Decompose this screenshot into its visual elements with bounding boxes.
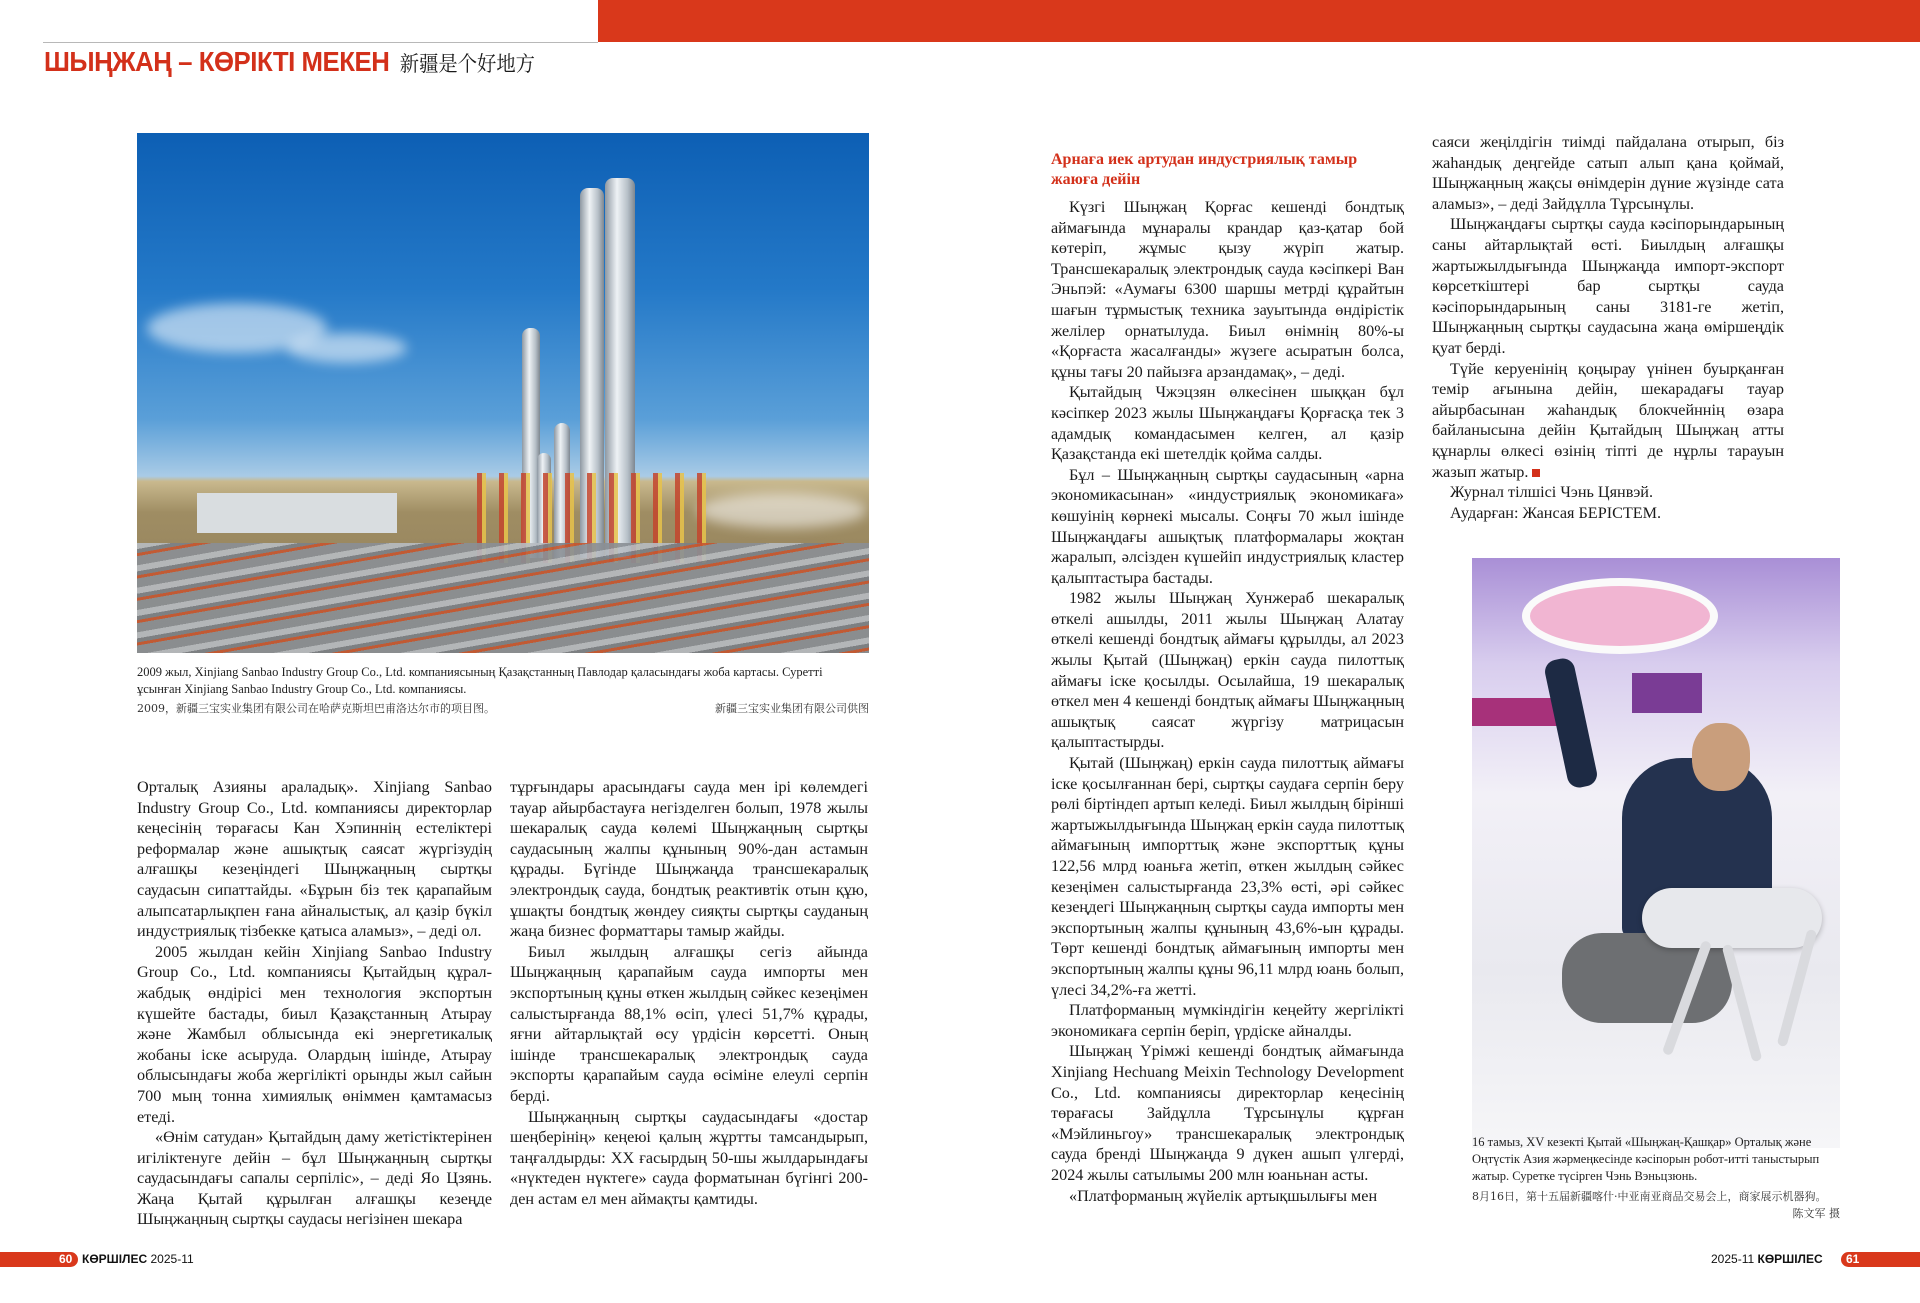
paragraph: Бұл – Шыңжаңның сыртқы саудасының «арна экономикасынан» «индустриялық экономикаға» көшуінің көрнекі мысалы. Соңғы 70 жыл ішінде Шыңжаңдағы ашықтық платформалары жоқтан жаралып, әлсізден күшейіп индустриялық кластер қалыптастыра бастады. [1051,465,1404,587]
paragraph-text: Түйе керуенінің қоңырау үнінен буырқанған темір ағынына дейін, шекарадағы тауар айырбасынан жаһандық блокчейннің өзара байланысына дейін Қытайдың Шыңжаң атты құнарлы өлкесі өзінің тіпті де нұрлы тарауын жазып жатыр. [1432,359,1784,481]
paragraph: Орталық Азияны араладық». Xinjiang Sanbao Industry Group Co., Ltd. компаниясы директорлар кеңесінің төрағасы Кан Хэпиннің естеліктері реформалар және ашықтық саясат жүргізудің алғашқы кезеңіндегі Шыңжаңның сыртқы саудасын сипаттайды. «Бұрын біз тек қарапайым алыпсатарлықпен ғана айналыстық, ал қазір бүкіл индустриялық тізбекке қатыса аламыз», – деді ол. [137,778,492,941]
caption-zh: 2009，新疆三宝实业集团有限公司在哈萨克斯坦巴甫洛达尔市的项目图。 [137,702,495,715]
paragraph: Биыл жылдың алғашқы сегіз айында Шыңжаңның қарапайым сауда импорты мен экспортының құны өткен жылдың сәйкес кезеңімен салыстырғанда 88,1% өсіп, үлесі 51,7% құрады, яғни айтарлықтай өсу үрдісін көрсетті. Оның ішінде трансшекаралық электрондық сауда экспорты қарапайым сауда өсіміне елеулі серпін берді. [510,942,868,1105]
cloud-shape [697,493,867,528]
page-number-left: 60 [59,1252,73,1266]
paragraph: Қытайдың Чжэцзян өлкесінен шыққан бұл кәсіпкер 2023 жылы Шыңжаңдағы Қорғасқа тек 3 адамдық командасымен келген, ал қазір Қазақстанда екі шетелдік қойма салды. [1051,383,1404,464]
photo-credit-zh: 新疆三宝实业集团有限公司供图 [715,702,869,715]
page-number-right: 61 [1846,1252,1860,1266]
paragraph: Платформаның мүмкіндігін кеңейту жергілікті экономикаға серпін беріп, үрдіске айналды. [1051,1001,1404,1040]
paragraph: Күзгі Шыңжаң Қорғас кешенді бондтық аймағында мұнаралы крандар қаз-қатар бой көтеріп, жұмыс қызу жүріп жатыр. Трансшекаралық электрондық сауда кәсіпкері Ван Эньпэй: «Аумағы 6300 шаршы метрді құрайтын шағын тұрмыстық техника зауытында өндірістік желілер орнатылуда. Биыл өнімнің 80%-ы «Қорғаста жасалғанды» жүзеге асыратын болса, құны тағы 20 пайызға арзандамақ», – деді. [1051,198,1404,381]
article-column-3 [1051,197,1404,1206]
buildings-shape [197,493,397,533]
caption-kk: 16 тамыз, XV кезекті Қытай «Шыңжаң-Қашқар» Орталық және Оңтүстік Азия жәрмеңкесінде кәсіпорын робот-итті таныстырып жатыр. Суретке түсірген Чэнь Вэньцзюнь. [1472,1135,1820,1183]
article-column-1 [137,777,492,1230]
robot-dog-shape [1642,888,1822,948]
booth-sign-shape [1472,698,1562,726]
photo-caption-expo [1472,1134,1840,1222]
cloud-shape [287,333,407,363]
footer-right [1711,1251,1823,1268]
magazine-name: КӨРШІЛЕС [82,1252,148,1266]
pipelines-shape [137,543,869,653]
photo-expo-robot-dog [1472,558,1840,1148]
photo-credit-zh: 陈文军 摄 [1792,1207,1840,1220]
photo-caption-refinery [137,664,869,717]
paragraph: Қытай (Шыңжаң) еркін сауда пилоттық аймағы іске қосылғаннан бері, сыртқы саудаға серпін беру рөлі біртіндеп артып келеді. Биыл жылдың бірінші жартыжылдығында Шыңжаң еркін сауда пилоттық аймағының импорттық және экспорттық құны 122,56 млрд юаньға жетіп, өткен жылдың сәйкес кезеңімен салыстырғанда 23,3% өсті, әрі сәйкес кезеңдегі Шыңжаңның сыртқы сауда импорты мен экспортының жалпы құнының 43,6%-ын құрады. Төрт кешенді бондтық аймағының импорты мен экспортының жалпы құны 96,11 млрд юань болып, үлесі 34,2%-ға жетті. [1051,754,1404,999]
ceiling-decoration-shape [1522,578,1718,654]
section-title-zh: 新疆是个好地方 [399,53,536,76]
paragraph: Шыңжаңның сыртқы саудасындағы «достар шеңберінің» кеңеюі қалың жұртты тамсандырып, таңғалдырды: XX ғасырдың 50-шы жылдарындағы «нүктеден нүктеге» сауда форматынан бүгінгі 200-ден астам ел мен аймақты қамтиды. [510,1107,868,1208]
byline-translator: Аударған: Жансая БЕРІСТЕМ. [1450,503,1662,522]
header-accent-bar [598,0,1920,42]
article-column-2 [510,777,868,1209]
issue-number: 2025-11 [1711,1252,1755,1266]
byline-reporter: Журнал тілшісі Чэнь Цянвэй. [1450,483,1654,502]
paragraph: «Платформаның жүйелік артықшылығы мен [1069,1186,1378,1205]
photo-refinery [137,133,869,653]
footer-left [82,1251,194,1268]
section-header [44,46,535,78]
header-rule [43,42,598,43]
end-mark-icon [1532,469,1540,477]
paragraph: Шыңжаң Үрімжі кешенді бондтық аймағында Xinjiang Hechuang Meixin Technology Development Co., Ltd. компаниясы директорлар кеңесінің төрағасы Зайдұлла Тұрсынұлы құрған «Мэйлиньгоу» трансшекаралық электрондық сауда бренді Шыңжаңда 9 дүкен ашып үлгерді, 2024 жылы сатылымы 200 млн юаньнан асты. [1051,1042,1404,1184]
issue-number: 2025-11 [150,1252,194,1266]
section-title: ШЫҢЖАҢ – КӨРІКТІ МЕКЕН [44,46,390,77]
caption-kk: 2009 жыл, Xinjiang Sanbao Industry Group Co., Ltd. компаниясының Қазақстанның Павлодар қаласындағы жоба картасы. Суретті ұсынған Xinjiang Sanbao Industry Group Co., Ltd. компаниясы. [137,665,823,696]
person-head-shape [1692,723,1750,791]
paragraph: тұрғындары арасындағы сауда мен ірі көлемдегі тауар айырбастауға негізделген болып, 1978 жылы шекаралық сауда көлемі Шыңжаңның сыртқы саудасының жалпы құнының 90%-дан астамын құрады. Бүгінде Шыңжаңда трансшекаралық электрондық сауда, бондтық реактивтік отын құю, ұшақты бондтық жөндеу сияқты сыртқы сауданың жаңа бизнес форматтары тамыр жайды. [510,778,868,941]
paragraph: саяси жеңілдігін тиімді пайдалана отырып, біз жаһандық деңгейде сатып алып қана қоймай, Шыңжаңның жақсы өнімдерін дүние жүзінде сата аламыз», – деді Зайдұлла Тұрсынұлы. [1432,133,1784,213]
paragraph: 1982 жылы Шыңжаң Хунжераб шекаралық өткелі ашылды, 2011 жылы Шыңжаң Алатау өткелі кешенді бондтық аймағы құрылды, ал 2023 жылы Қытай (Шыңжаң) еркін сауда пилоттық аймағы іске қосылды. Осылайша, 19 шекаралық өткел мен 4 кешенді бондтық аймағы Шыңжаңның ашықтық саясат жүргізу матрицасын қалыптастырды. [1051,589,1404,752]
robot-leg-shape [1722,944,1763,1062]
paragraph: «Өнім сатудан» Қытайдың даму жетістіктерінен игіліктенуге дейін – бұл Шыңжаңның сыртқы саудасындағы сапалы серпіліс», – деді Яо Цзянь. Жаңа Қытай құрылған алғашқы кезеңде Шыңжаңның сыртқы саудасы негізінен шекара [137,1128,492,1229]
magazine-name: КӨРШІЛЕС [1757,1252,1823,1266]
paragraph: Шыңжаңдағы сыртқы сауда кәсіпорындарының саны айтарлықтай өсті. Биылдың алғашқы жартыжылдығында Шыңжаңда импорт-экспорт көрсеткіштері бар сыртқы сауда кәсіпорындарының саны 3181-ге жетіп, Шыңжаңның сыртқы саудасына жаңа өміршеңдік қуат берді. [1432,215,1784,357]
article-subheading: Арнаға иек артудан индустриялық тамыр жаюға дейін [1051,151,1358,188]
paragraph-final [1432,359,1784,483]
caption-zh: 8月16日，第十五届新疆喀什·中亚南亚商品交易会上，商家展示机器狗。 [1472,1190,1827,1203]
booth-sign-shape [1632,673,1702,713]
paragraph: 2005 жылдан кейін Xinjiang Sanbao Industry Group Co., Ltd. компаниясы Қытайдың құрал-жабдық өндірісі мен технология экспортын күшейте бастады, биыл Қазақстанның Атырау және Жамбыл облысында екі энергетикалық жобаны іске асыруда. Олардың ішінде, Атырау облысындағы жоба жергілікті орынды жыл сайын 700 мың тонна химиялық өніммен қамтамасыз етеді. [137,942,492,1126]
article-column-4 [1432,132,1784,523]
